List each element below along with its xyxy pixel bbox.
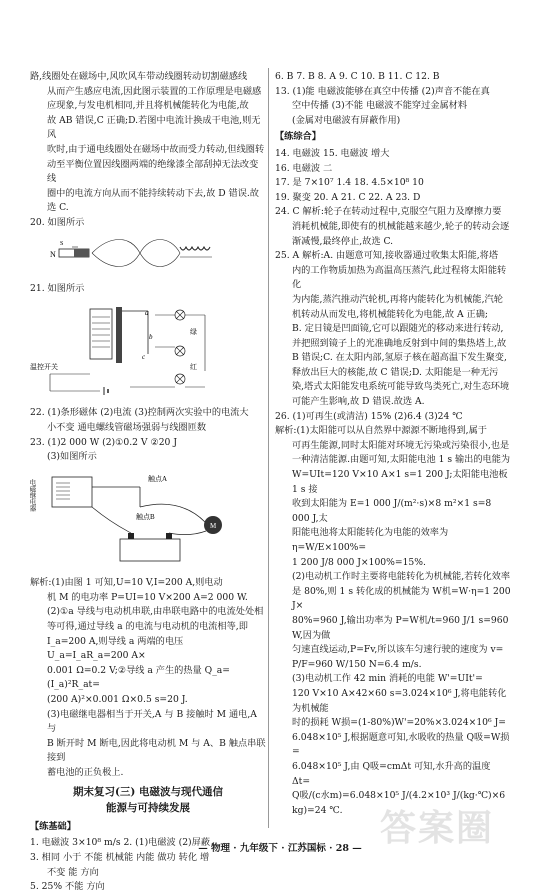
solution-line: 0.001 Ω=0.2 V;②导线 a 产生的热量 Q_a=(I_a)²R_at=	[47, 664, 230, 691]
answer-24-line: 消耗机械能,即使有的机械能越来越少,轮子的转动会逐	[292, 220, 510, 232]
solution-line: 机 M 的电功率 P=UI=10 V×200 A=2 000 W.	[47, 591, 248, 603]
figure-21-svg	[30, 299, 240, 397]
answer-26-line: 收到太阳能为 E=1 000 J/(m²·s)×8 m²×1 s=8 000 J,太	[292, 498, 492, 524]
answer-26-line: (2)电动机工作时主要将电能转化为机械能,若转化效率	[292, 571, 511, 583]
solution-line: I_a=200 A,则导线 a 两端的电压 U_a=I_aR_a=200 A×	[47, 635, 184, 662]
svg-text:M: M	[210, 521, 217, 530]
answer-26-line: 匀速直线运动,P=Fv,所以该车匀速行驶的速度为 v=	[292, 644, 504, 656]
svg-text:c: c	[142, 352, 146, 361]
answer-14-15: 14. 电磁波 15. 电磁波 增大	[275, 147, 390, 159]
answer-26-line: Q吸/(c水m)=6.048×10⁵ J/(4.2×10³ J/(kg·℃)×6 kg)=24 ℃.	[292, 790, 506, 816]
solution-line: (200 A)²×0.001 Ω×0.5 s=20 J.	[47, 694, 188, 706]
solution-line: (3)电磁继电器相当于开关,A 与 B 接触时 M 通电,A 与	[47, 708, 257, 735]
answer-19-23: 19. 聚变 20. A 21. C 22. A 23. D	[275, 191, 421, 203]
answer-26-solution	[275, 424, 511, 818]
figure-20-svg	[30, 233, 230, 273]
practice-answer-5: 5. 25% 不能 方向	[30, 881, 105, 893]
continuation-line: 路,线圈处在磁场中,风吹风车带动线圈转动切割磁感线	[30, 71, 248, 82]
practice-answer-3: 3. 相同 小于 不能 机械能 内能 做功 转化 增	[30, 851, 210, 863]
answer-25-line: B. 定日镜是凹面镜,它可以跟随光的移动来进行转动,	[292, 323, 504, 335]
answer-26-line: 时的损耗 W损=(1-80%)W'=20%×3.024×10⁶ J=	[292, 717, 506, 729]
answer-26-line: 可再生能源,同时太阳能对环境无污染或污染很小,也是	[292, 439, 510, 451]
svg-text:N: N	[50, 249, 56, 259]
answer-22-line2: 小不变 通电螺线管磁场强弱与线圈匝数	[47, 421, 207, 433]
answer-23-line1: 23. (1)2 000 W (2)①0.2 V ②20 J	[30, 436, 177, 448]
answer-26-line: 是 80%,则 1 s 转化成的机械能为 W机=W·η=1 200 J×	[292, 585, 511, 612]
question-20: 20. 如图所示	[30, 216, 85, 228]
svg-text:绿: 绿	[190, 327, 197, 336]
answer-25-line: 内的工作物质加热为高温高压蒸汽,此过程将太阳能转化	[292, 264, 507, 291]
question-21: 21. 如图所示	[30, 283, 85, 295]
answer-13-line3: (金属对电磁波有屏蔽作用)	[292, 114, 401, 126]
practice-comprehensive-heading: 【练综合】	[275, 131, 321, 143]
svg-text:b: b	[149, 332, 153, 341]
svg-text:S: S	[60, 240, 64, 247]
answer-26-line: 6.048×10⁵ J,根据题意可知,水吸收的热量 Q吸=W损=	[292, 731, 510, 758]
svg-text:电磁继电器: 电磁继电器	[28, 478, 36, 512]
column-divider	[268, 68, 269, 828]
continuation-line: 圈中的电流方向从而不能持续转动下去,故 D 错误.故	[47, 187, 259, 199]
answer-13-line1: 13. (1)能 电磁波能够在真空中传播 (2)声音不能在真	[275, 85, 490, 97]
answer-17-18: 17. 是 7×10⁷ 1.4 18. 4.5×10⁸ 10	[275, 177, 424, 189]
answer-26-line: 1 200 J/8 000 J×100%=15%.	[292, 556, 426, 568]
answer-25-line: 释放出巨大的核能,故 C 错误;D. 太阳能是一种无污	[292, 366, 499, 378]
answer-26-line: 6.048×10⁵ J,由 Q吸=cmΔt 可知,水升高的温度 Δt=	[292, 760, 491, 787]
answer-26-line: 阳能电池将太阳能转化为电能的效率为 η=W/E×100%=	[292, 527, 449, 553]
answer-6-12: 6. B 7. B 8. A 9. C 10. B 11. C 12. B	[275, 71, 440, 82]
answer-26-line: 一种清洁能源.由题可知,太阳能电池 1 s 输出的电能为	[292, 454, 511, 466]
answer-24	[275, 205, 511, 249]
solution-line: B 断开时 M 断电,因此将电动机 M 与 A、B 触点串联接到	[47, 737, 266, 764]
answer-26-line: 80%=960 J,输出功率为 P=W机/t=960 J/1 s=960 W,因为做	[292, 614, 509, 641]
svg-text:触点A: 触点A	[148, 474, 168, 483]
answer-13-line2: 空中传播 (3)不能 电磁波不能穿过金属材料	[292, 100, 468, 112]
answer-25-line: 为内能,蒸汽推动汽轮机,再将内能转化为机械能,汽轮	[292, 293, 503, 305]
watermark-logo: 答案圈	[380, 808, 495, 849]
continuation-line: 应现象,与发电机相同,并且将机械能转化为电能,故	[47, 100, 249, 112]
answer-25	[275, 249, 511, 410]
solution-line: 等可得,通过导线 a 的电流与电动机的电流相等,即	[47, 621, 248, 633]
svg-text:a: a	[145, 308, 149, 317]
figure-23-svg	[30, 467, 240, 567]
solution-line: 解析:(1)由图 1 可知,U=10 V,I=200 A,则电动	[30, 577, 223, 589]
svg-text:红: 红	[190, 362, 197, 371]
answer-26-line: W=UIt=120 V×10 A×1 s=1 200 J;太阳能电池板 1 s 接	[292, 469, 508, 495]
answer-26-head: 26. (1)可再生(或清洁) 15% (2)6.4 (3)24 ℃	[275, 410, 463, 422]
review-subtitle: 能源与可持续发展	[106, 802, 190, 815]
answer-22-line1: 22. (1)条形磁体 (2)电流 (3)控制两次实验中的电流大	[30, 407, 249, 419]
left-column	[30, 70, 266, 895]
practice-answer-4: 不变 能 方向	[47, 866, 99, 878]
right-column	[275, 70, 511, 818]
answer-25-line: B 错误;C. 在太阳内部,氢原子核在超高温下发生聚变,	[292, 352, 507, 364]
answer-25-line: 并把照到镜子上的光准确地反射到中间的集热塔上,故	[292, 337, 507, 349]
answer-24-line: 渐减慢,最终停止,故选 C.	[292, 235, 394, 247]
figure-20	[30, 233, 266, 279]
page-footer: — 物理 · 九年级下 · 江苏国标 · 28 —	[198, 843, 362, 854]
answer-26-line: 解析:(1)太阳能可以从自然界中源源不断地得到,属于	[275, 425, 487, 437]
svg-text:温控开关: 温控开关	[30, 362, 58, 371]
answer-25-line: 可能产生影响,故 D 错误.故选 A.	[292, 396, 425, 408]
answer-26-line: P/F=960 W/150 N=6.4 m/s.	[292, 658, 422, 670]
solution-line: (2)①a 导线与电动机串联,由串联电路中的电流处处相	[47, 606, 264, 618]
continuation-line: 动至平衡位置因线圈两端的绝缘漆全部刮掉无法改变线	[47, 158, 259, 185]
practice-answer-1: 1. 电磁波 3×10⁸ m/s 2. (1)电磁波 (2)屏蔽	[30, 837, 211, 849]
continuation-line: 故 AB 错误,C 正确;D.若图中电流计换成干电池,则无风	[47, 114, 261, 141]
answer-16: 16. 电磁波 二	[275, 162, 333, 174]
answer-25-line: 染,塔式太阳能发电系统可能导致鸟类死亡,对生态环境	[292, 381, 510, 393]
svg-text:触点B: 触点B	[136, 512, 155, 521]
solution-23	[30, 576, 266, 780]
answer-25-line: 机转动从而发电,将机械能转化为电能,故 A 正确;	[292, 308, 488, 320]
answer-24-line: 24. C 解析:轮子在转动过程中,克服空气阻力及摩擦力要	[275, 206, 502, 218]
figure-21	[30, 299, 266, 403]
continuation-line: 选 C.	[47, 202, 69, 214]
continuation-line: 从而产生感应电流,因此图示装置的工作原理是电磁感	[47, 85, 262, 97]
answer-26-line: (3)电动机工作 42 min 消耗的电能 W'=UIt'=	[292, 673, 483, 685]
answer-26-line: 120 V×10 A×42×60 s=3.024×10⁶ J,将电能转化为机械能	[292, 687, 507, 714]
figure-23	[30, 467, 266, 573]
practice-basics-heading: 【练基础】	[30, 820, 76, 832]
solution-continuation	[30, 70, 266, 216]
review-title: 期末复习(三) 电磁波与现代通信	[72, 785, 224, 798]
solution-line: 蓄电池的正负极上.	[47, 767, 124, 778]
continuation-line: 吹时,由于通电线圈处在磁场中故而受力转动,但线圈转	[47, 143, 265, 155]
answer-23-line2: (3)如图所示	[47, 451, 97, 463]
answer-25-line: 25. A 解析:A. 由题意可知,接收器通过收集太阳能,将塔	[275, 250, 499, 262]
